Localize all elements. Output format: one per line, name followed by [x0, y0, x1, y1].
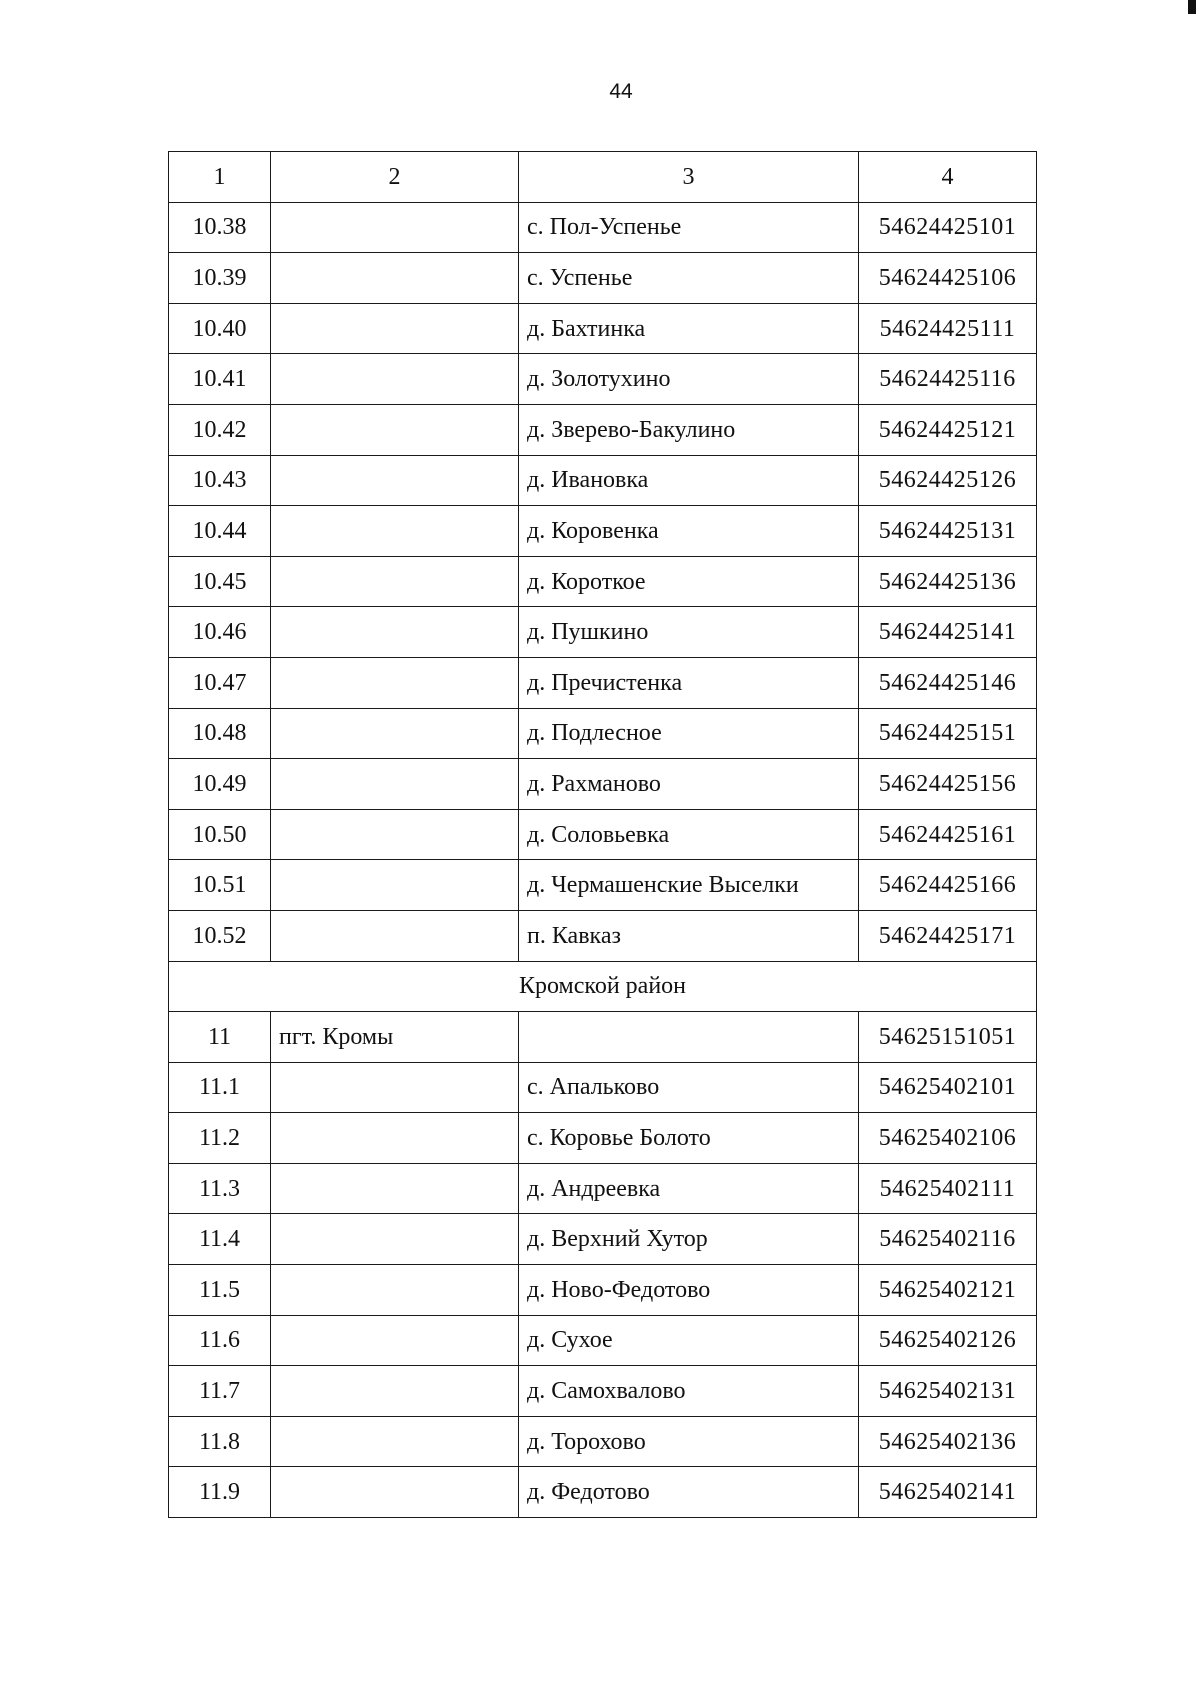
municipality-cell — [271, 759, 519, 810]
oktmo-code-cell: 54624425151 — [859, 708, 1037, 759]
settlement-name-cell: д. Зверево-Бакулино — [519, 404, 859, 455]
row-number-cell: 11.2 — [169, 1113, 271, 1164]
settlement-name-cell: д. Золотухино — [519, 354, 859, 405]
oktmo-code-cell: 54625402131 — [859, 1366, 1037, 1417]
settlement-name-cell: д. Федотово — [519, 1467, 859, 1518]
municipality-cell — [271, 303, 519, 354]
oktmo-code-cell: 54624425106 — [859, 253, 1037, 304]
table-header-row — [169, 152, 1037, 203]
table-row — [169, 1315, 1037, 1366]
municipality-cell — [271, 708, 519, 759]
settlement-name-cell: д. Коровенка — [519, 506, 859, 557]
municipality-cell — [271, 910, 519, 961]
municipality-cell — [271, 1265, 519, 1316]
row-number-cell: 10.45 — [169, 556, 271, 607]
row-number-cell: 10.47 — [169, 657, 271, 708]
settlement-name-cell: д. Сухое — [519, 1315, 859, 1366]
oktmo-code-cell: 54624425111 — [859, 303, 1037, 354]
row-number-cell: 10.52 — [169, 910, 271, 961]
table-row — [169, 657, 1037, 708]
table-row — [169, 1416, 1037, 1467]
row-number-cell: 11.4 — [169, 1214, 271, 1265]
table-body — [169, 202, 1037, 1517]
column-header: 2 — [271, 152, 519, 203]
municipality-cell — [271, 1315, 519, 1366]
row-number-cell: 10.46 — [169, 607, 271, 658]
settlement-name-cell: с. Успенье — [519, 253, 859, 304]
table-row — [169, 860, 1037, 911]
table-row — [169, 1366, 1037, 1417]
row-number-cell: 11 — [169, 1012, 271, 1063]
row-number-cell: 10.42 — [169, 404, 271, 455]
settlement-name-cell: с. Пол-Успенье — [519, 202, 859, 253]
table-row — [169, 303, 1037, 354]
municipality-cell — [271, 506, 519, 557]
settlement-name-cell: д. Рахманово — [519, 759, 859, 810]
row-number-cell: 10.43 — [169, 455, 271, 506]
section-row — [169, 961, 1037, 1012]
table-row — [169, 455, 1037, 506]
table-row — [169, 759, 1037, 810]
table-row — [169, 1012, 1037, 1063]
oktmo-code-cell: 54624425116 — [859, 354, 1037, 405]
table-row — [169, 506, 1037, 557]
municipality-cell — [271, 253, 519, 304]
row-number-cell: 11.9 — [169, 1467, 271, 1518]
row-number-cell: 10.48 — [169, 708, 271, 759]
row-number-cell: 11.3 — [169, 1163, 271, 1214]
oktmo-code-cell: 54625402136 — [859, 1416, 1037, 1467]
column-header: 3 — [519, 152, 859, 203]
municipality-cell — [271, 455, 519, 506]
settlement-name-cell: д. Пречистенка — [519, 657, 859, 708]
oktmo-code-cell: 54625402106 — [859, 1113, 1037, 1164]
oktmo-code-cell: 54624425101 — [859, 202, 1037, 253]
oktmo-code-cell: 54624425136 — [859, 556, 1037, 607]
table-row — [169, 1214, 1037, 1265]
settlement-name-cell: с. Апальково — [519, 1062, 859, 1113]
municipality-cell — [271, 607, 519, 658]
settlement-name-cell — [519, 1012, 859, 1063]
oktmo-code-cell: 54624425156 — [859, 759, 1037, 810]
municipality-cell — [271, 1467, 519, 1518]
row-number-cell: 10.40 — [169, 303, 271, 354]
settlement-name-cell: д. Ново-Федотово — [519, 1265, 859, 1316]
municipality-cell — [271, 1113, 519, 1164]
settlement-name-cell: д. Ивановка — [519, 455, 859, 506]
table-row — [169, 809, 1037, 860]
settlement-name-cell: д. Соловьевка — [519, 809, 859, 860]
row-number-cell: 10.39 — [169, 253, 271, 304]
settlement-name-cell: д. Торохово — [519, 1416, 859, 1467]
settlement-name-cell: д. Верхний Хутор — [519, 1214, 859, 1265]
row-number-cell: 10.50 — [169, 809, 271, 860]
oktmo-code-cell: 54625402141 — [859, 1467, 1037, 1518]
municipality-cell — [271, 1062, 519, 1113]
municipality-cell — [271, 860, 519, 911]
row-number-cell: 11.1 — [169, 1062, 271, 1113]
settlement-name-cell: д. Пушкино — [519, 607, 859, 658]
oktmo-code-cell: 54625402116 — [859, 1214, 1037, 1265]
scan-corner-mark — [1188, 0, 1196, 14]
oktmo-code-cell: 54624425126 — [859, 455, 1037, 506]
row-number-cell: 11.8 — [169, 1416, 271, 1467]
table-row — [169, 607, 1037, 658]
row-number-cell: 10.49 — [169, 759, 271, 810]
oktmo-code-cell: 54624425131 — [859, 506, 1037, 557]
table-row — [169, 1265, 1037, 1316]
row-number-cell: 10.41 — [169, 354, 271, 405]
table-row — [169, 1062, 1037, 1113]
table-row — [169, 404, 1037, 455]
oktmo-code-cell: 54625402121 — [859, 1265, 1037, 1316]
row-number-cell: 11.6 — [169, 1315, 271, 1366]
municipality-cell — [271, 556, 519, 607]
oktmo-code-cell: 54624425146 — [859, 657, 1037, 708]
row-number-cell: 11.5 — [169, 1265, 271, 1316]
settlement-name-cell: д. Чермашенские Выселки — [519, 860, 859, 911]
settlement-name-cell: д. Подлесное — [519, 708, 859, 759]
municipality-cell — [271, 202, 519, 253]
oktmo-code-cell: 54624425121 — [859, 404, 1037, 455]
oktmo-code-cell: 54625151051 — [859, 1012, 1037, 1063]
table-row — [169, 1113, 1037, 1164]
municipality-cell — [271, 1366, 519, 1417]
column-header: 4 — [859, 152, 1037, 203]
table-row — [169, 708, 1037, 759]
settlement-name-cell: д. Бахтинка — [519, 303, 859, 354]
oktmo-code-cell: 54625402126 — [859, 1315, 1037, 1366]
table-row — [169, 1467, 1037, 1518]
row-number-cell: 10.38 — [169, 202, 271, 253]
settlements-table — [168, 151, 1037, 1518]
municipality-cell — [271, 1416, 519, 1467]
table-row — [169, 202, 1037, 253]
table-row — [169, 556, 1037, 607]
row-number-cell: 10.44 — [169, 506, 271, 557]
settlement-name-cell: с. Коровье Болото — [519, 1113, 859, 1164]
municipality-cell — [271, 404, 519, 455]
municipality-cell — [271, 354, 519, 405]
settlement-name-cell: д. Короткое — [519, 556, 859, 607]
oktmo-code-cell: 54624425161 — [859, 809, 1037, 860]
row-number-cell: 11.7 — [169, 1366, 271, 1417]
municipality-cell — [271, 809, 519, 860]
settlement-name-cell: д. Самохвалово — [519, 1366, 859, 1417]
municipality-cell — [271, 1214, 519, 1265]
page-number: 44 — [609, 80, 633, 103]
oktmo-code-cell: 54624425141 — [859, 607, 1037, 658]
oktmo-code-cell: 54625402111 — [859, 1163, 1037, 1214]
table-row — [169, 354, 1037, 405]
table-row — [169, 910, 1037, 961]
oktmo-code-cell: 54625402101 — [859, 1062, 1037, 1113]
row-number-cell: 10.51 — [169, 860, 271, 911]
section-title: Кромской район — [169, 961, 1037, 1012]
table-row — [169, 1163, 1037, 1214]
settlement-name-cell: п. Кавказ — [519, 910, 859, 961]
oktmo-code-cell: 54624425171 — [859, 910, 1037, 961]
table-row — [169, 253, 1037, 304]
column-header: 1 — [169, 152, 271, 203]
municipality-cell — [271, 657, 519, 708]
municipality-cell: пгт. Кромы — [271, 1012, 519, 1063]
municipality-cell — [271, 1163, 519, 1214]
oktmo-code-cell: 54624425166 — [859, 860, 1037, 911]
settlement-name-cell: д. Андреевка — [519, 1163, 859, 1214]
